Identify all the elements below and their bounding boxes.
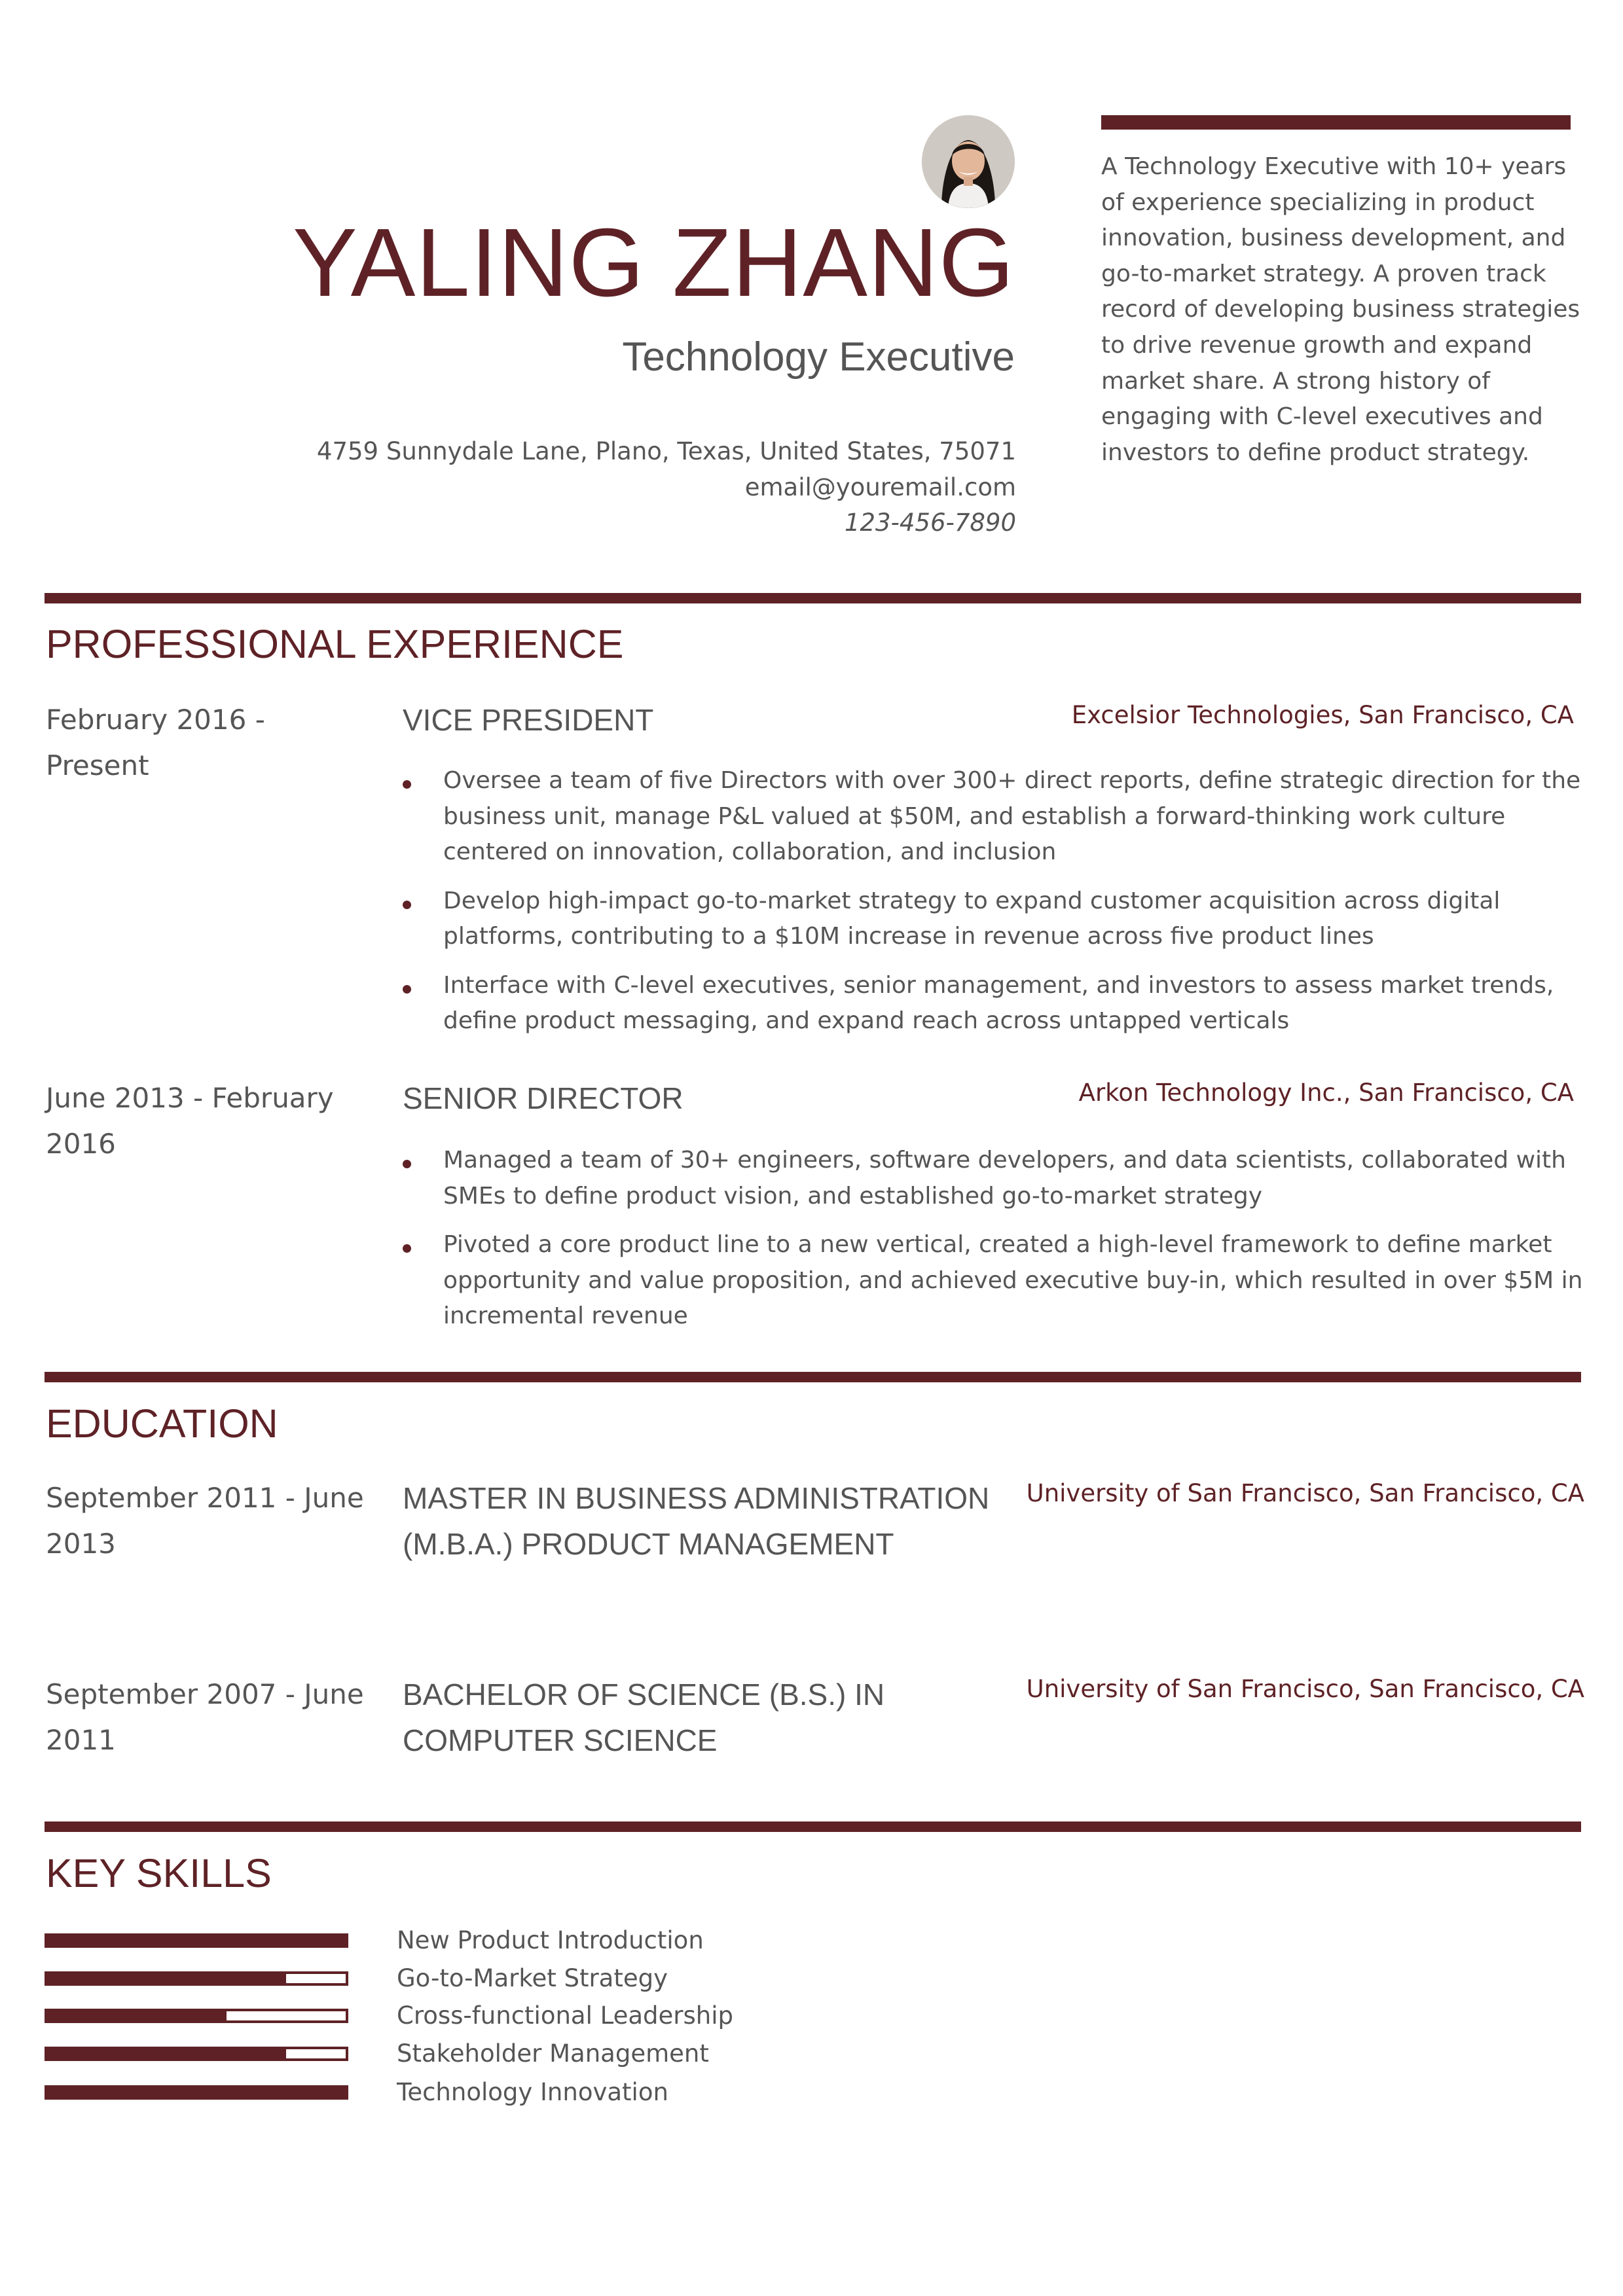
experience-date: February 2016 - Present (46, 704, 265, 781)
skill-level-fill (47, 2088, 346, 2097)
avatar (922, 115, 1015, 208)
skill-level-bar (45, 1933, 348, 1948)
skill-label: Technology Innovation (397, 2078, 668, 2106)
experience-bullets (403, 1143, 1588, 1348)
experience-company: Excelsior Technologies, San Francisco, CA (1071, 701, 1574, 729)
education-degree: BACHELOR OF SCIENCE (B.S.) IN COMPUTER SCIENCE (403, 1677, 885, 1757)
experience-heading: PROFESSIONAL EXPERIENCE (46, 622, 624, 666)
education-heading: EDUCATION (46, 1401, 278, 1446)
bullet-item: Pivoted a core product line to a new vertical, created a high-level framework to define market opportunity and value proposition, and achieved executive buy-in, which resulted in over $5M in incremental revenue (403, 1227, 1588, 1335)
experience-role: VICE PRESIDENT (403, 703, 654, 737)
bullet-item: Oversee a team of five Directors with over 300+ direct reports, define strategic direction for the business unit, manage P&L valued at $50M, and establish a forward-thinking work culture centered on innovation, collaboration, and inclusion (403, 763, 1588, 870)
skill-label: Stakeholder Management (397, 2039, 709, 2068)
skill-level-bar (45, 2009, 348, 2023)
avatar-photo-icon (922, 115, 1015, 208)
skill-label: Go-to-Market Strategy (397, 1964, 668, 1992)
education-date: September 2007 - June 2011 (46, 1678, 364, 1756)
job-title: Technology Executive (622, 334, 1015, 380)
education-school: University of San Francisco, San Francisco, CA (1026, 1479, 1584, 1507)
professional-summary: A Technology Executive with 10+ years of experience specializing in product innovation, business development, and go-to-market strategy. A proven track record of developing business strategies to drive revenue growth and expand market share. A strong history of engaging with C-level executives and investors to define product strategy. (1101, 153, 1580, 466)
skill-level-fill (47, 2011, 227, 2020)
skill-level-fill (47, 1936, 346, 1945)
education-school: University of San Francisco, San Francisco, CA (1026, 1675, 1584, 1703)
bullet-item: Develop high-impact go-to-market strategy to expand customer acquisition across digital platforms, contributing to a $10M increase in revenue across five product lines (403, 884, 1588, 955)
experience-role: SENIOR DIRECTOR (403, 1081, 684, 1115)
education-divider (45, 1372, 1581, 1382)
skill-level-bar (45, 2047, 348, 2061)
experience-company: Arkon Technology Inc., San Francisco, CA (1078, 1079, 1574, 1107)
skill-level-fill (47, 1974, 286, 1983)
skill-label: Cross-functional Leadership (397, 2001, 733, 2030)
phone-number: 123-456-7890 (844, 509, 1016, 537)
education-date: September 2011 - June 2013 (46, 1482, 364, 1560)
skill-level-fill (47, 2049, 286, 2058)
skill-label: New Product Introduction (397, 1926, 704, 1954)
candidate-name: YALING ZHANG (293, 209, 1015, 317)
email-link[interactable]: email@youremail.com (744, 473, 1016, 501)
experience-divider (45, 593, 1581, 603)
experience-bullets (403, 763, 1588, 1052)
skills-heading: KEY SKILLS (46, 1851, 272, 1895)
bullet-item: Interface with C-level executives, senior management, and investors to assess market trends, define product messaging, and expand reach across untapped verticals (403, 968, 1588, 1039)
skills-divider (45, 1821, 1581, 1832)
skill-level-bar (45, 1971, 348, 1986)
address: 4759 Sunnydale Lane, Plano, Texas, United States, 75071 (316, 437, 1016, 465)
skill-level-bar (45, 2085, 348, 2100)
summary-divider (1101, 115, 1571, 130)
bullet-item: Managed a team of 30+ engineers, software developers, and data scientists, collaborated with SMEs to define product vision, and established go-to-market strategy (403, 1143, 1588, 1214)
experience-date: June 2013 - February 2016 (46, 1082, 334, 1160)
education-degree: MASTER IN BUSINESS ADMINISTRATION (M.B.A.) PRODUCT MANAGEMENT (403, 1481, 990, 1561)
